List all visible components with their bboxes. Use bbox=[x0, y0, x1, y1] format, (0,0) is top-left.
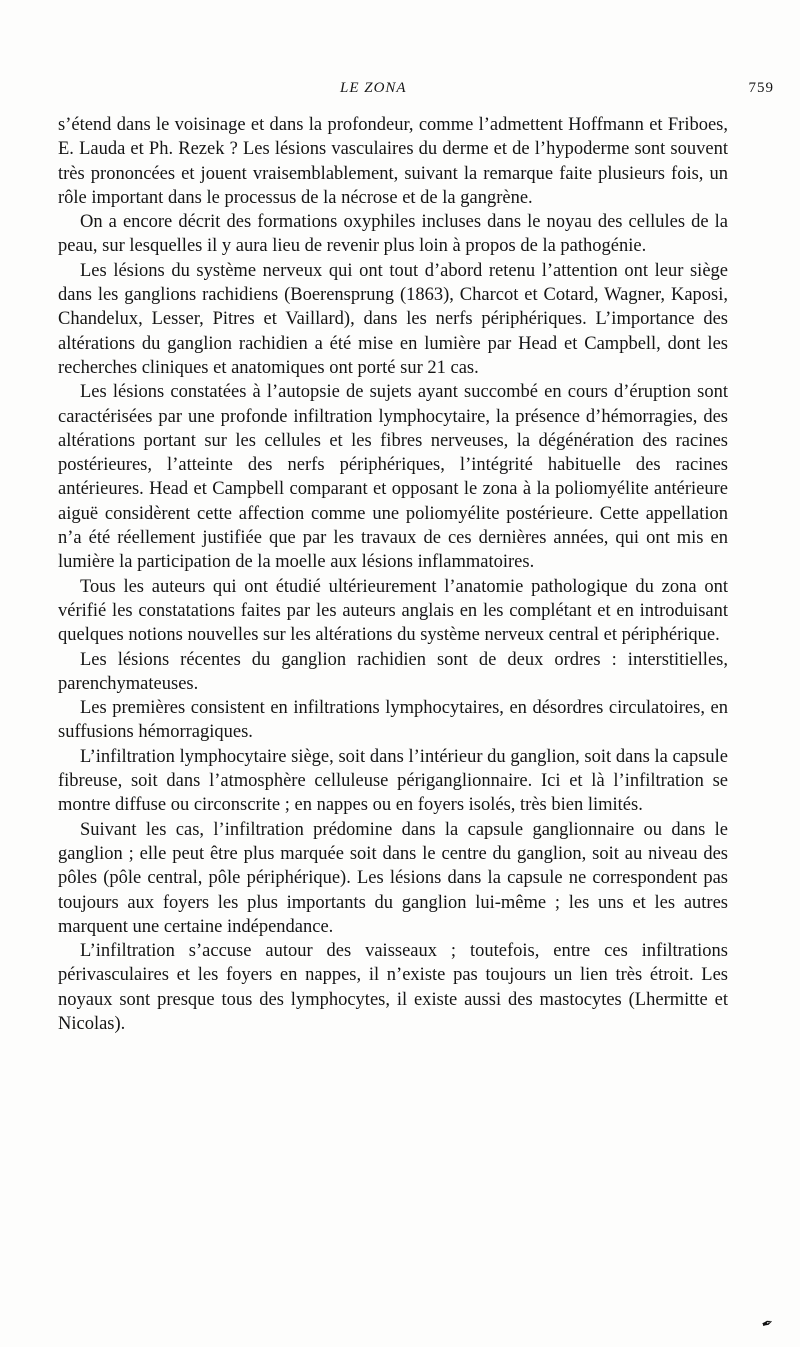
page-number: 759 bbox=[748, 80, 774, 96]
paragraph: Tous les auteurs qui ont étudié ultérieurement l’anatomie pathologique du zona ont vérifié les constatations faites par les auteurs anglais en les complétant et en introduisant quelques notions nouvelles sur les altérations du système nerveux central et périphérique. bbox=[58, 576, 728, 646]
running-title: LE ZONA bbox=[340, 80, 407, 96]
paragraph: Les premières consistent en infiltrations lymphocytaires, en désordres circulatoires, en suffusions hémorragiques. bbox=[58, 698, 728, 743]
paragraph: s’étend dans le voisinage et dans la profondeur, comme l’admettent Hoffmann et Friboes, E. Lauda et Ph. Rezek ? Les lésions vasculaires du derme et de l’hypoderme sont souvent très prononcées et jouent vraisemblablement, suivant la remarque faite plusieurs fois, un rôle important dans le processus de la nécrose et de la gangrène. bbox=[58, 115, 728, 208]
paragraph: Les lésions récentes du ganglion rachidien sont de deux ordres : interstitielles, parenchymateuses. bbox=[58, 649, 728, 694]
running-head bbox=[0, 80, 800, 102]
paragraph: Les lésions constatées à l’autopsie de sujets ayant succombé en cours d’éruption sont caractérisées par une profonde infiltration lymphocytaire, la présence d’hémorragies, des altérations portant sur les cellules et les fibres nerveuses, la dégénération des racines postérieures, l’atteinte des nerfs périphériques, l’intégrité habituelle des racines antérieures. Head et Campbell comparant et opposant le zona à la poliomyélite antérieure aiguë considèrent cette affection comme une poliomyélite postérieure. Cette appellation n’a été réellement justifiée que par les travaux de ces dernières années, qui ont mis en lumière la participation de la moelle aux lésions inflammatoires. bbox=[58, 382, 728, 573]
paragraph: Suivant les cas, l’infiltration prédomine dans la capsule ganglionnaire ou dans le ganglion ; elle peut être plus marquée soit dans le centre du ganglion, soit au niveau des pôles (pôle central, pôle périphérique). Les lésions dans la capsule ne correspondent pas toujours aux foyers les plus importants du ganglion lui-même ; les uns et les autres marquent une certaine indépendance. bbox=[58, 819, 728, 937]
paragraph: On a encore décrit des formations oxyphiles incluses dans le noyau des cellules de la peau, sur lesquelles il y aura lieu de revenir plus loin à propos de la pathogénie. bbox=[58, 212, 728, 257]
ink-mark-icon: ✒ bbox=[760, 1315, 777, 1334]
paragraph: Les lésions du système nerveux qui ont tout d’abord retenu l’attention ont leur siège dans les ganglions rachidiens (Boerensprung (1863), Charcot et Cotard, Wagner, Kaposi, Chandelux, Lesser, Pitres et Vaillard), dans les nerfs périphériques. L’importance des altérations du ganglion rachidien a été mise en lumière par Head et Campbell, dont les recherches cliniques et anatomiques ont porté sur 21 cas. bbox=[58, 260, 728, 378]
body-text bbox=[58, 113, 728, 1036]
paragraph: L’infiltration lymphocytaire siège, soit dans l’intérieur du ganglion, soit dans la capsule fibreuse, soit dans l’atmosphère celluleuse périganglionnaire. Ici et là l’infiltration se montre diffuse ou circonscrite ; en nappes ou en foyers isolés, très bien limités. bbox=[58, 746, 728, 816]
paragraph: L’infiltration s’accuse autour des vaisseaux ; toutefois, entre ces infiltrations périvasculaires et les foyers en nappes, il n’existe pas toujours un lien très étroit. Les noyaux sont presque tous des lymphocytes, il existe aussi des mastocytes (Lhermitte et Nicolas). bbox=[58, 941, 728, 1034]
